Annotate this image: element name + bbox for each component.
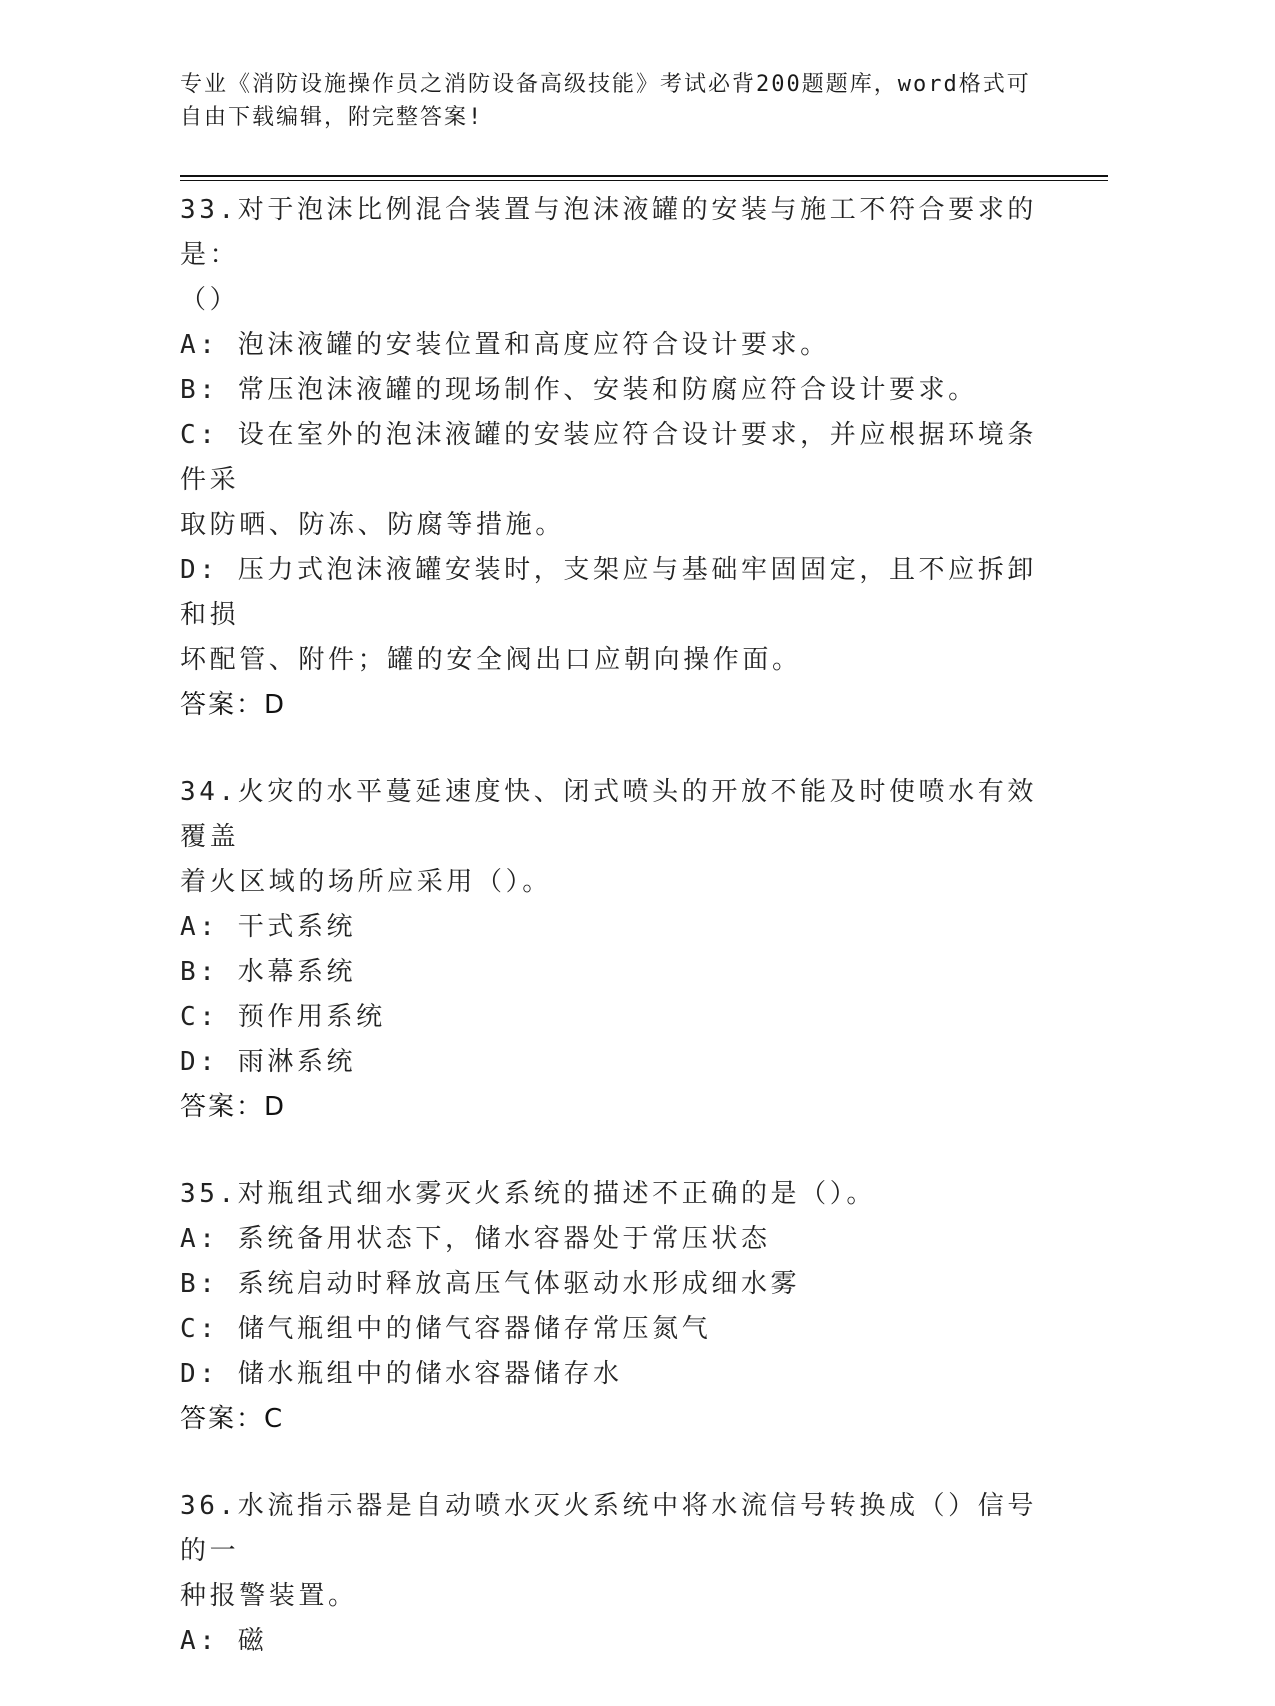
question-stem: 33.对于泡沫比例混合装置与泡沫液罐的安装与施工不符合要求的是： [180, 195, 1037, 270]
header-divider-thin [180, 180, 1108, 181]
option-d: D: 储水瓶组中的储水容器储存水 [180, 1359, 623, 1389]
option-c: C: 储气瓶组中的储气容器储存常压氮气 [180, 1314, 712, 1344]
document-header [180, 68, 1080, 134]
answer: 答案：D [180, 1092, 287, 1122]
option-a: A: 泡沫液罐的安装位置和高度应符合设计要求。 [180, 330, 830, 360]
answer: 答案：C [180, 1404, 285, 1434]
question-35 [180, 1172, 1040, 1442]
question-stem: 35.对瓶组式细水雾灭火系统的描述不正确的是（）。 [180, 1179, 876, 1209]
question-34 [180, 770, 1040, 1130]
question-list [180, 188, 1040, 1706]
option-d: 坏配管、附件；罐的安全阀出口应朝向操作面。 [180, 645, 802, 675]
question-stem: 36.水流指示器是自动喷水灭火系统中将水流信号转换成（）信号的一 [180, 1491, 1037, 1566]
header-line-2: 自由下载编辑，附完整答案! [180, 105, 484, 130]
answer: 答案：D [180, 690, 287, 720]
option-b: B: 系统启动时释放高压气体驱动水形成细水雾 [180, 1269, 801, 1299]
option-c: C: 设在室外的泡沫液罐的安装应符合设计要求，并应根据环境条件采 [180, 420, 1037, 495]
question-stem: 种报警装置。 [180, 1581, 358, 1611]
option-a: A: 磁 [180, 1626, 268, 1656]
question-36 [180, 1484, 1040, 1664]
question-stem: 34.火灾的水平蔓延速度快、闭式喷头的开放不能及时使喷水有效覆盖 [180, 777, 1037, 852]
option-c: C: 预作用系统 [180, 1002, 386, 1032]
header-divider-thick [180, 175, 1108, 177]
question-stem: 着火区域的场所应采用（）。 [180, 867, 552, 897]
option-a: A: 干式系统 [180, 912, 357, 942]
option-c: 取防晒、防冻、防腐等措施。 [180, 510, 565, 540]
option-d: D: 压力式泡沫液罐安装时，支架应与基础牢固固定，且不应拆卸和损 [180, 555, 1037, 630]
option-b: B: 常压泡沫液罐的现场制作、安装和防腐应符合设计要求。 [180, 375, 978, 405]
header-line-1: 专业《消防设施操作员之消防设备高级技能》考试必背200题题库，word格式可 [180, 72, 1031, 97]
option-a: A: 系统备用状态下，储水容器处于常压状态 [180, 1224, 771, 1254]
option-b: B: 水幕系统 [180, 957, 357, 987]
question-33 [180, 188, 1040, 728]
question-stem: （） [180, 285, 240, 315]
option-d: D: 雨淋系统 [180, 1047, 357, 1077]
